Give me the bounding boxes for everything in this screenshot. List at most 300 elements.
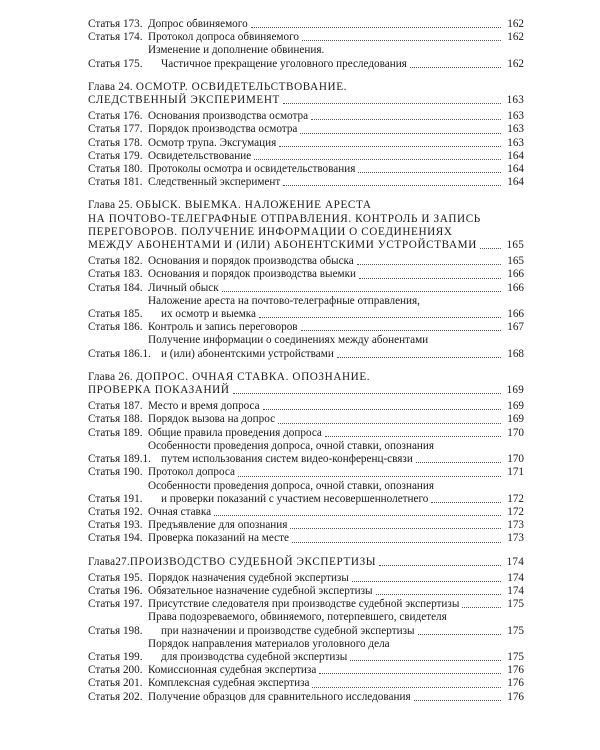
entry-body xyxy=(148,664,524,677)
page-number: 164 xyxy=(507,149,524,162)
chapter-heading-line xyxy=(88,239,524,252)
article-prefix: Статья xyxy=(88,690,121,703)
entry-title-line xyxy=(148,677,524,690)
dot-leader xyxy=(462,607,501,608)
dot-leader xyxy=(283,103,501,104)
article-prefix: Статья xyxy=(88,149,121,162)
dot-leader xyxy=(376,594,501,595)
toc-entry[interactable] xyxy=(88,18,524,31)
dot-leader xyxy=(300,133,501,134)
article-number: 176. xyxy=(122,110,143,123)
entry-body xyxy=(148,400,524,413)
article-label xyxy=(88,110,148,123)
entry-title: при назначении и производстве судебной экспертизы xyxy=(161,624,415,637)
toc-entry[interactable] xyxy=(88,611,524,637)
article-label xyxy=(88,123,148,136)
article-prefix: Статья xyxy=(88,255,121,268)
entry-body xyxy=(148,44,524,70)
page-number: 174 xyxy=(506,555,524,568)
chapter-gap xyxy=(88,361,524,371)
entry-body xyxy=(148,137,524,150)
entry-body xyxy=(148,255,524,268)
chapter-heading-line xyxy=(88,226,524,239)
entry-title: Основания производства осмотра xyxy=(148,110,309,123)
page-number: 169 xyxy=(506,384,524,397)
article-number: 201. xyxy=(122,677,143,690)
entry-title-line xyxy=(148,611,524,624)
article-label xyxy=(88,598,148,611)
article-label xyxy=(88,255,148,268)
article-label xyxy=(88,31,148,44)
entry-title-line xyxy=(148,110,524,123)
page-number: 162 xyxy=(507,57,524,70)
entry-body xyxy=(148,295,524,321)
entry-title: и (или) абонентскими устройствами xyxy=(161,347,334,360)
page-number: 172 xyxy=(507,505,524,518)
entry-title-line xyxy=(148,308,524,321)
entry-title: Особенности проведения допроса, очной ставки, опознания xyxy=(148,479,435,492)
entry-title-line xyxy=(148,453,524,466)
page-number: 173 xyxy=(507,532,524,545)
entry-body xyxy=(148,163,524,176)
chapter-title: НА ПОЧТОВО-ТЕЛЕГРАФНЫЕ ОТПРАВЛЕНИЯ. КОНТРОЛЬ И ЗАПИСЬ xyxy=(88,212,481,225)
entry-title: Комплексная судебная экспертиза xyxy=(148,677,310,690)
chapter-heading[interactable] xyxy=(88,81,524,107)
toc-entry[interactable] xyxy=(88,519,524,532)
toc-entry[interactable] xyxy=(88,137,524,150)
dot-leader xyxy=(319,673,501,674)
entry-body xyxy=(148,598,524,611)
entry-title: для производства судебной экспертизы xyxy=(161,650,348,663)
entry-title: Основания и порядок производства обыска xyxy=(148,255,354,268)
toc-entry[interactable] xyxy=(88,480,524,506)
toc-entry[interactable] xyxy=(88,150,524,163)
article-label xyxy=(88,453,151,466)
article-number: 178. xyxy=(122,136,143,149)
page-number: 164 xyxy=(507,176,524,189)
dot-leader xyxy=(358,172,501,173)
article-prefix: Статья xyxy=(88,136,121,149)
entry-title: Осмотр трупа. Эксгумация xyxy=(148,136,277,149)
entry-title-line xyxy=(148,532,524,545)
entry-title-line xyxy=(148,321,524,334)
entry-title: Получение информации о соединениях между абонентами xyxy=(148,334,429,347)
page-number: 165 xyxy=(506,239,524,252)
toc-entry[interactable] xyxy=(88,427,524,440)
entry-title-line xyxy=(148,348,524,361)
entry-title: Протокол допроса xyxy=(148,466,235,479)
article-label xyxy=(88,664,148,677)
table-of-contents xyxy=(88,18,524,704)
page-number: 162 xyxy=(507,18,524,30)
chapter-title: СЛЕДСТВЕННЫЙ ЭКСПЕРИМЕНТ xyxy=(88,94,280,107)
entry-title: Освидетельствование xyxy=(148,149,252,162)
article-number: 193. xyxy=(122,519,143,532)
dot-leader xyxy=(431,502,501,503)
article-number: 190. xyxy=(122,466,143,479)
entry-title-line xyxy=(148,651,524,664)
entry-body xyxy=(148,268,524,281)
entry-title: Допрос обвиняемого xyxy=(148,18,248,30)
toc-entry[interactable] xyxy=(88,110,524,123)
entry-title: Частичное прекращение уголовного преследования xyxy=(161,57,407,70)
toc-entry[interactable] xyxy=(88,664,524,677)
chapter-prefix: Глава xyxy=(88,370,116,383)
article-number: 194. xyxy=(122,532,143,545)
page-number: 174 xyxy=(507,584,524,597)
article-label xyxy=(88,625,148,638)
entry-body xyxy=(148,611,524,637)
toc-entry[interactable] xyxy=(88,466,524,479)
entry-body xyxy=(148,427,524,440)
entry-title: путем использования систем видео-конференц-связи xyxy=(161,453,413,466)
article-prefix: Статья xyxy=(88,176,121,189)
dot-leader xyxy=(278,423,501,424)
toc-entry[interactable] xyxy=(88,506,524,519)
toc-entry[interactable] xyxy=(88,321,524,334)
article-prefix: Статья xyxy=(88,110,121,123)
toc-entry[interactable] xyxy=(88,44,524,70)
page-number: 163 xyxy=(507,123,524,136)
entry-body xyxy=(148,110,524,123)
toc-entry[interactable] xyxy=(88,598,524,611)
article-label xyxy=(88,519,148,532)
article-label xyxy=(88,308,148,321)
chapter-heading-line xyxy=(88,213,524,226)
chapter-title: ПРОИЗВОДСТВО СУДЕБНОЙ ЭКСПЕРТИЗЫ xyxy=(129,555,377,568)
article-number: 187. xyxy=(122,400,143,413)
chapter-prefix: Глава xyxy=(88,199,116,212)
article-prefix: Статья xyxy=(88,31,121,44)
article-prefix: Статья xyxy=(88,519,121,532)
entry-title: Обязательное назначение судебной экспертизы xyxy=(148,584,373,597)
entry-title: Следственный эксперимент xyxy=(148,176,281,189)
entry-title-line xyxy=(148,572,524,585)
entry-body xyxy=(148,466,524,479)
toc-entry[interactable] xyxy=(88,268,524,281)
article-prefix: Статья xyxy=(88,664,121,677)
article-label xyxy=(88,347,151,361)
entry-title-line xyxy=(148,137,524,150)
entry-title: Особенности проведения допроса, очной ставки, опознания xyxy=(148,439,435,452)
dot-leader xyxy=(259,317,501,318)
page-number: 176 xyxy=(507,690,524,703)
entry-title-line xyxy=(148,255,524,268)
toc-entry[interactable] xyxy=(88,638,524,664)
page-number: 174 xyxy=(507,571,524,584)
entry-body xyxy=(148,532,524,545)
article-number: 184. xyxy=(122,281,143,294)
dot-leader xyxy=(233,393,501,394)
entry-title-line xyxy=(148,440,524,453)
page-number: 170 xyxy=(507,426,524,439)
article-number: 186.1. xyxy=(122,347,151,360)
page-number: 163 xyxy=(507,136,524,149)
entry-title-line xyxy=(148,176,524,189)
dot-leader xyxy=(416,462,501,463)
entry-body xyxy=(148,321,524,334)
dot-leader xyxy=(279,146,501,147)
dot-leader xyxy=(350,660,501,661)
article-number: 202. xyxy=(122,690,143,703)
article-prefix: Статья xyxy=(88,677,121,690)
entry-body xyxy=(148,150,524,163)
entry-title-line xyxy=(148,268,524,281)
entry-title-line xyxy=(148,58,524,71)
entry-title: Присутствие следователя при производстве судебной экспертизы xyxy=(148,598,460,611)
toc-entry[interactable] xyxy=(88,585,524,598)
page-number: 168 xyxy=(507,347,524,360)
article-label xyxy=(88,651,148,664)
entry-body xyxy=(148,519,524,532)
toc-entry[interactable] xyxy=(88,691,524,704)
page-number: 175 xyxy=(507,650,524,663)
toc-entry[interactable] xyxy=(88,295,524,321)
entry-title-line xyxy=(148,150,524,163)
dot-leader xyxy=(311,119,501,120)
article-prefix: Статья xyxy=(88,347,121,360)
toc-entry[interactable] xyxy=(88,400,524,413)
toc-entry[interactable] xyxy=(88,334,524,360)
dot-leader xyxy=(251,27,501,28)
chapter-title: ОСМОТР. ОСВИДЕТЕЛЬСТВОВАНИЕ. xyxy=(135,80,348,93)
chapter-heading[interactable] xyxy=(88,371,524,397)
page-number: 163 xyxy=(507,110,524,123)
dot-leader xyxy=(410,67,501,68)
article-label xyxy=(88,18,148,31)
page-number: 171 xyxy=(507,466,524,479)
page-number: 166 xyxy=(507,308,524,321)
page-number: 176 xyxy=(507,664,524,677)
entry-title: Права подозреваемого, обвиняемого, потерпевшего, свидетеля xyxy=(148,611,447,624)
dot-leader xyxy=(337,357,501,358)
entry-title-line xyxy=(148,282,524,295)
article-label xyxy=(88,585,148,598)
toc-entry[interactable] xyxy=(88,440,524,466)
toc-entry[interactable] xyxy=(88,31,524,44)
entry-title: Общие правила проведения допроса xyxy=(148,426,322,439)
dot-leader xyxy=(359,278,501,279)
article-number: 183. xyxy=(122,268,143,281)
toc-entry[interactable] xyxy=(88,255,524,268)
article-prefix: Статья xyxy=(88,426,121,439)
chapter-heading-line xyxy=(88,384,524,397)
article-label xyxy=(88,137,148,150)
article-label xyxy=(88,321,148,334)
chapter-heading-line xyxy=(88,371,524,384)
toc-entry[interactable] xyxy=(88,677,524,690)
article-number: 179. xyxy=(122,149,143,162)
dot-leader xyxy=(325,436,501,437)
entry-body xyxy=(148,31,524,44)
article-prefix: Статья xyxy=(88,505,121,518)
article-number: 174. xyxy=(122,31,143,44)
toc-entry[interactable] xyxy=(88,176,524,189)
chapter-title: ДОПРОС. ОЧНАЯ СТАВКА. ОПОЗНАНИЕ. xyxy=(135,370,371,383)
chapter-prefix: Глава xyxy=(88,555,116,568)
page-number: 164 xyxy=(507,163,524,176)
entry-title-line xyxy=(148,18,524,31)
entry-title: Личный обыск xyxy=(148,281,219,294)
article-label xyxy=(88,150,148,163)
article-prefix: Статья xyxy=(88,584,121,597)
chapter-title: ОБЫСК. ВЫЕМКА. НАЛОЖЕНИЕ АРЕСТА xyxy=(135,199,372,212)
dot-leader xyxy=(254,159,501,160)
chapter-heading-line xyxy=(88,556,524,569)
entry-title-line xyxy=(148,123,524,136)
toc-entry[interactable] xyxy=(88,123,524,136)
article-label xyxy=(88,58,148,71)
article-number: 185. xyxy=(122,308,143,321)
article-label xyxy=(88,282,148,295)
page-number: 167 xyxy=(507,321,524,334)
entry-title: Получение образцов для сравнительного исследования xyxy=(148,690,411,703)
dot-leader xyxy=(292,542,501,543)
entry-title: Порядок вызова на допрос xyxy=(148,413,276,426)
entry-title: Наложение ареста на почтово-телеграфные отправления, xyxy=(148,294,420,307)
dot-leader xyxy=(283,185,501,186)
article-number: 198. xyxy=(122,624,143,637)
chapter-heading[interactable] xyxy=(88,556,524,569)
entry-title: Изменение и дополнение обвинения. xyxy=(148,44,325,57)
entry-body xyxy=(148,334,524,360)
dot-leader xyxy=(290,528,501,529)
page-number: 172 xyxy=(507,492,524,505)
entry-title-line xyxy=(148,506,524,519)
article-prefix: Статья xyxy=(88,466,121,479)
entry-title: Порядок направления материалов уголовного дела xyxy=(148,637,390,650)
page-number: 165 xyxy=(507,255,524,268)
entry-title-line xyxy=(148,466,524,479)
chapter-heading-line xyxy=(88,94,524,107)
article-label xyxy=(88,677,148,690)
entry-title-line xyxy=(148,413,524,426)
entry-body xyxy=(148,413,524,426)
entry-title: Протоколы осмотра и освидетельствования xyxy=(148,163,356,176)
article-prefix: Статья xyxy=(88,650,121,663)
chapter-title: ПРОВЕРКА ПОКАЗАНИЙ xyxy=(88,384,230,397)
entry-body xyxy=(148,176,524,189)
article-number: 200. xyxy=(122,664,143,677)
dot-leader xyxy=(312,687,501,688)
entry-body xyxy=(148,480,524,506)
chapter-number: 26. xyxy=(118,370,133,383)
dot-leader xyxy=(357,264,501,265)
article-number: 188. xyxy=(122,413,143,426)
article-number: 195. xyxy=(122,571,143,584)
entry-title-line xyxy=(148,163,524,176)
article-number: 180. xyxy=(122,163,143,176)
article-number: 199. xyxy=(122,650,143,663)
chapter-heading[interactable] xyxy=(88,199,524,252)
chapter-gap xyxy=(88,546,524,556)
article-number: 175. xyxy=(122,57,143,70)
entry-body xyxy=(148,440,524,466)
dot-leader xyxy=(414,700,501,701)
page-number: 175 xyxy=(507,624,524,637)
chapter-number: 27. xyxy=(115,555,130,568)
entry-body xyxy=(148,18,524,31)
article-prefix: Статья xyxy=(88,123,121,136)
article-number: 182. xyxy=(122,255,143,268)
entry-title-line xyxy=(148,427,524,440)
article-prefix: Статья xyxy=(88,18,121,30)
article-prefix: Статья xyxy=(88,571,121,584)
entry-title: Протокол допроса обвиняемого xyxy=(148,31,299,44)
entry-title: Основания и порядок производства выемки xyxy=(148,268,357,281)
entry-title-line xyxy=(148,493,524,506)
dot-leader xyxy=(302,40,501,41)
page-number: 166 xyxy=(507,281,524,294)
dot-leader xyxy=(301,330,501,331)
article-number: 197. xyxy=(122,598,143,611)
article-prefix: Статья xyxy=(88,453,121,466)
entry-body xyxy=(148,123,524,136)
article-number: 189. xyxy=(122,426,143,439)
page-number: 162 xyxy=(507,31,524,44)
page-number: 176 xyxy=(507,677,524,690)
dot-leader xyxy=(263,409,501,410)
entry-title: и проверки показаний с участием несовершеннолетнего xyxy=(161,492,429,505)
entry-title-line xyxy=(148,598,524,611)
toc-entry[interactable] xyxy=(88,163,524,176)
article-prefix: Статья xyxy=(88,413,121,426)
page-number: 169 xyxy=(507,413,524,426)
entry-title-line xyxy=(148,31,524,44)
page-number: 166 xyxy=(507,268,524,281)
chapter-number: 24. xyxy=(118,80,133,93)
entry-title-line xyxy=(148,480,524,493)
article-prefix: Статья xyxy=(88,532,121,545)
toc-entry[interactable] xyxy=(88,572,524,585)
article-prefix: Статья xyxy=(88,281,121,294)
entry-body xyxy=(148,638,524,664)
article-label xyxy=(88,691,148,704)
entry-body xyxy=(148,677,524,690)
article-label xyxy=(88,413,148,426)
entry-title: Проверка показаний на месте xyxy=(148,532,289,545)
article-number: 177. xyxy=(122,123,143,136)
chapter-prefix: Глава xyxy=(88,80,116,93)
page-number: 175 xyxy=(507,598,524,611)
entry-title: их осмотр и выемка xyxy=(161,308,257,321)
entry-title-line xyxy=(148,585,524,598)
article-label xyxy=(88,506,148,519)
dot-leader xyxy=(352,581,501,582)
entry-body xyxy=(148,506,524,519)
toc-entry[interactable] xyxy=(88,413,524,426)
toc-entry[interactable] xyxy=(88,532,524,545)
entry-title-line xyxy=(148,691,524,704)
toc-entry[interactable] xyxy=(88,282,524,295)
article-number: 181. xyxy=(122,176,143,189)
article-label xyxy=(88,572,148,585)
dot-leader xyxy=(480,248,501,249)
chapter-heading-line xyxy=(88,81,524,94)
dot-leader xyxy=(214,515,501,516)
article-prefix: Статья xyxy=(88,57,121,70)
entry-title-line xyxy=(148,400,524,413)
page-number: 170 xyxy=(507,453,524,466)
entry-title: Порядок назначения судебной экспертизы xyxy=(148,571,349,584)
article-prefix: Статья xyxy=(88,163,121,176)
article-label xyxy=(88,176,148,189)
article-label xyxy=(88,400,148,413)
entry-title: Предъявление для опознания xyxy=(148,519,288,532)
chapter-number: 25. xyxy=(118,199,133,212)
page-number: 173 xyxy=(507,519,524,532)
entry-title: Место и время допроса xyxy=(148,400,260,413)
